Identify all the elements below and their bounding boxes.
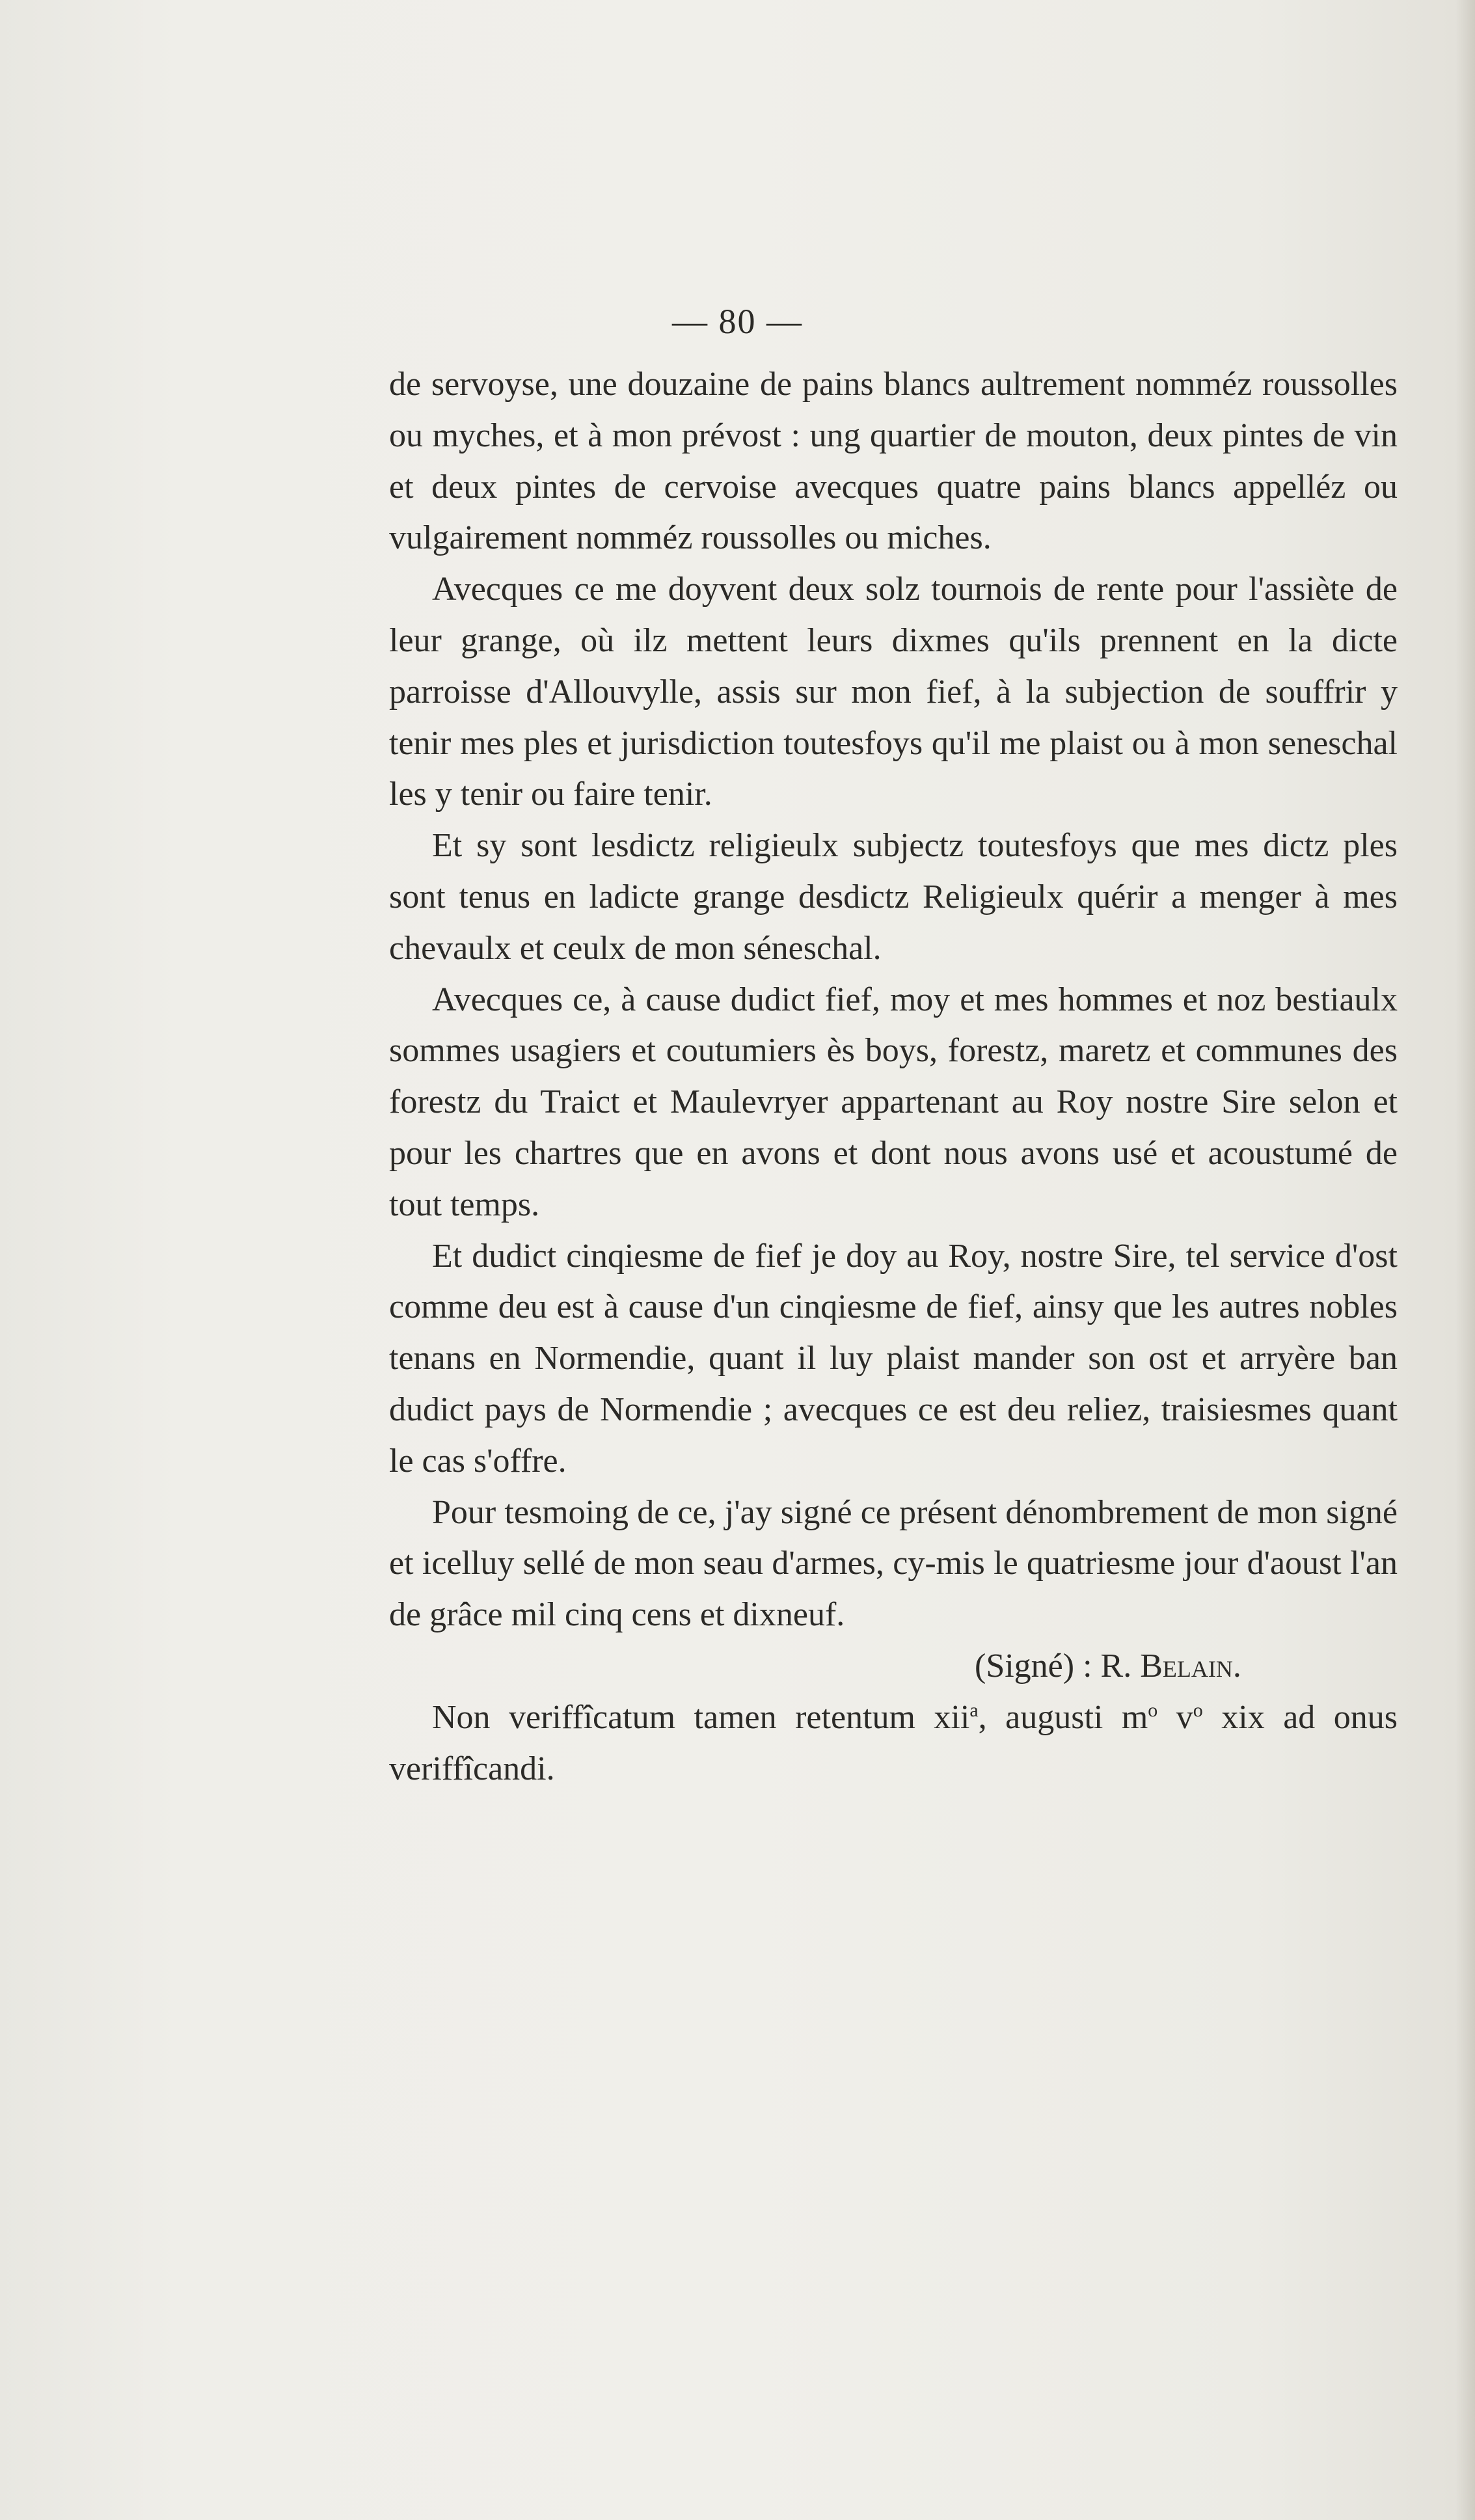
- page-edge-shadow: [1455, 0, 1475, 2520]
- closing-text-4: xix ad onus veriffîcandi.: [389, 1698, 1398, 1787]
- paragraph-rente: Avecques ce me doyvent deux solz tournois de rente pour l'assiète de leur grange, où ilz mettent leurs dixmes qu'ils prennent en la dicte parroisse d'Allouvylle, assis sur mon fief, à la subjection de souffrir y tenir mes ples et jurisdiction toutesfoys qu'il me plaist ou à mon seneschal les y tenir ou faire tenir.: [389, 571, 1398, 813]
- closing-sup-2: o: [1148, 1699, 1158, 1721]
- closing-text-2: , augusti m: [978, 1698, 1148, 1736]
- paragraph-closing: [389, 1692, 1398, 1795]
- body-text: [389, 359, 1398, 1795]
- paragraph-religieulx: Et sy sont lesdictz religieulx subjectz toutesfoys que mes dictz ples sont tenus en ladicte grange desdictz Religieulx quérir a menger à mes chevaulx et ceulx de mon séneschal.: [389, 827, 1398, 967]
- paragraph-usagiers: Avecques ce, à cause dudict fief, moy et mes hommes et noz bestiaulx sommes usagiers et coutumiers ès boys, forestz, maretz et communes des forestz du Traict et Maulevryer appartenant au Roy nostre Sire selon et pour les chartres que en avons et dont nous avons usé et acoustumé de tout temps.: [389, 981, 1398, 1223]
- closing-sup-3: o: [1193, 1699, 1203, 1721]
- signature-name: Belain.: [1140, 1647, 1241, 1685]
- paragraph-service: Et dudict cinqiesme de fief je doy au Roy, nostre Sire, tel service d'ost comme deu est à cause d'un cinqiesme de fief, ainsy que les autres nobles tenans en Normendie, quant il luy plaist mander son ost et arryère ban dudict pays de Normendie ; avecques ce est deu reliez, traisiesmes quant le cas s'offre.: [389, 1237, 1398, 1480]
- closing-text-1: Non veriffîcatum tamen retentum xii: [432, 1698, 970, 1736]
- paragraph-continuation: de servoyse, une douzaine de pains blancs aultrement nomméz roussolles ou myches, et à mon prévost : ung quartier de mouton, deux pintes de vin et deux pintes de cervoise avecques quatre pains blancs appelléz ou vulgairement nomméz roussolles ou miches.: [389, 366, 1398, 557]
- paragraph-tesmoing: Pour tesmoing de ce, j'ay signé ce présent dénombrement de mon signé et icelluy sellé de mon seau d'armes, cy-mis le quatriesme jour d'aoust l'an de grâce mil cinq cens et dixneuf.: [389, 1493, 1398, 1634]
- signature-prefix: (Signé) : R.: [975, 1647, 1132, 1685]
- page-number: — 80 —: [672, 302, 803, 341]
- closing-sup-1: a: [969, 1699, 979, 1721]
- signature-line: [389, 1641, 1398, 1692]
- closing-text-3: v: [1157, 1698, 1193, 1736]
